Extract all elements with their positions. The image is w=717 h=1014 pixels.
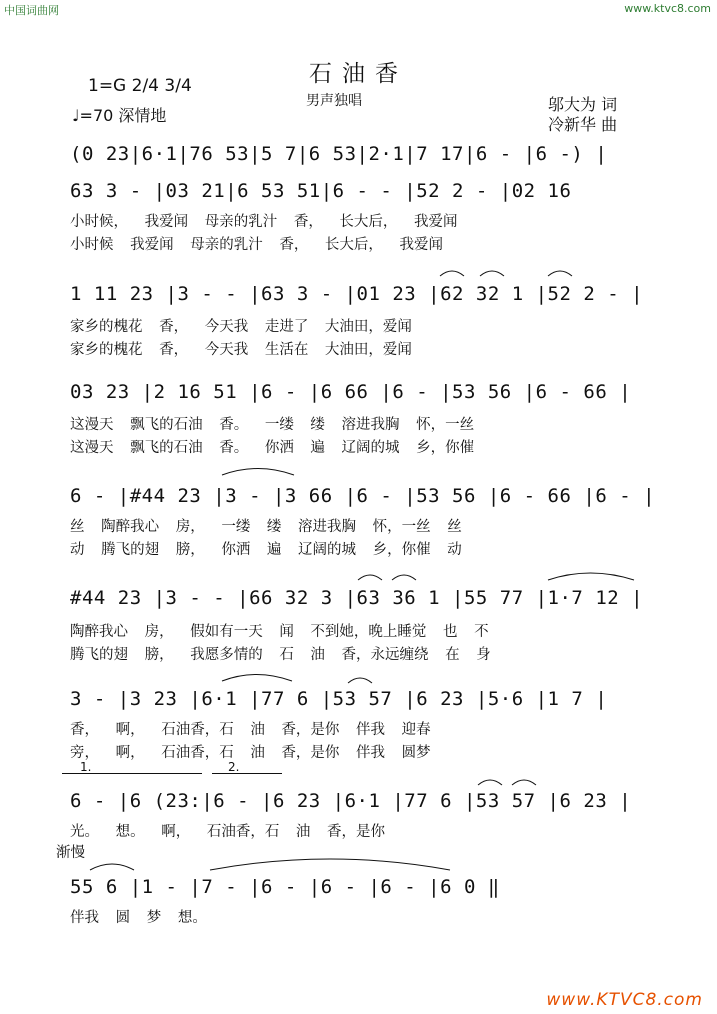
notation-line-6: #44 23 |3 - - |66 32 3 |63 36 1 |55 77 |1·7 12 | xyxy=(70,587,644,609)
lyric-line-9a: 伴我 圆 梦 想。 xyxy=(70,910,207,926)
notation-line-7: 3 - |3 23 |6·1 |77 6 |53 57 |6 23 |5·6 |1 7 | xyxy=(70,688,608,710)
slur xyxy=(348,678,372,683)
lyric-line-4a: 这漫天 飘飞的石油 香。 一缕 缕 溶进我胸 怀，一丝 xyxy=(70,417,475,433)
slur xyxy=(548,573,634,580)
slur xyxy=(512,780,536,785)
slur xyxy=(358,575,382,580)
volta-label-1: 1. xyxy=(80,760,92,774)
notation-line-3: 1 11 23 |3 - - |63 3 - |01 23 |62 32 1 |52 2 - | xyxy=(70,283,644,305)
lyric-line-2a: 小时候， 我爱闻 母亲的乳汁 香， 长大后， 我爱闻 xyxy=(70,214,458,230)
slur xyxy=(480,271,504,276)
composer-credit: 冷新华 曲 xyxy=(548,115,618,134)
lyric-line-8a: 光。 想。 啊， 石油香，石 油 香，是你 xyxy=(70,824,386,840)
site-logo-text[interactable]: 中国词曲网 xyxy=(4,4,59,17)
slur xyxy=(440,271,464,276)
notation-line-8: 6 - |6 (23:|6 - |6 23 |6·1 |77 6 |53 57 |6 23 | xyxy=(70,790,632,812)
lyric-line-3a: 家乡的槐花 香， 今天我 走进了 大油田，爱闻 xyxy=(70,319,412,335)
notation-line-9: 55 6 |1 - |7 - |6 - |6 - |6 - |6 0 ‖ xyxy=(70,876,500,898)
lyric-line-7b: 旁， 啊， 石油香，石 油 香，是你 伴我 圆梦 xyxy=(70,745,431,761)
lyricist-credit: 邬大为 词 xyxy=(548,95,618,114)
notation-line-4: 03 23 |2 16 51 |6 - |6 66 |6 - |53 56 |6 - 66 | xyxy=(70,381,632,403)
slur xyxy=(210,859,450,870)
song-title: 石油香 xyxy=(309,61,408,87)
tempo-marking: ♩=70 深情地 xyxy=(72,106,167,125)
lyric-line-7a: 香， 啊， 石油香，石 油 香，是你 伴我 迎春 xyxy=(70,722,431,738)
lyric-line-6b: 腾飞的翅 膀， 我愿多情的 石 油 香，永远缠绕 在 身 xyxy=(70,647,491,663)
slur xyxy=(222,469,294,476)
tempo-direction-rit: 渐慢 xyxy=(56,845,85,861)
notation-line-1: (0 23|6·1|76 53|5 7|6 53|2·1|7 17|6 - |6 -) | xyxy=(70,143,608,165)
slur xyxy=(392,575,416,580)
song-subtitle: 男声独唱 xyxy=(306,93,362,109)
site-url-top[interactable]: www.ktvc8.com xyxy=(624,2,711,15)
site-url-footer[interactable]: www.KTVC8.com xyxy=(546,990,703,1010)
slur xyxy=(478,780,502,785)
lyric-line-5a: 丝 陶醉我心 房， 一缕 缕 溶进我胸 怀，一丝 丝 xyxy=(70,519,462,535)
lyric-line-3b: 家乡的槐花 香， 今天我 生活在 大油田，爱闻 xyxy=(70,342,412,358)
slur xyxy=(548,271,572,276)
lyric-line-2b: 小时候 我爱闻 母亲的乳汁 香， 长大后， 我爱闻 xyxy=(70,237,444,253)
slur xyxy=(90,864,134,870)
lyric-line-4b: 这漫天 飘飞的石油 香。 你洒 遍 辽阔的城 乡，你催 xyxy=(70,440,475,456)
notation-line-2: 63 3 - |03 21|6 53 51|6 - - |52 2 - |02 16 xyxy=(70,180,572,202)
slur xyxy=(222,675,292,682)
volta-label-2: 2. xyxy=(228,760,240,774)
lyric-line-5b: 动 腾飞的翅 膀， 你洒 遍 辽阔的城 乡，你催 动 xyxy=(70,542,462,558)
key-signature: 1=G 2/4 3/4 xyxy=(88,76,192,96)
notation-line-5: 6 - |#44 23 |3 - |3 66 |6 - |53 56 |6 - 66 |6 - | xyxy=(70,485,656,507)
lyric-line-6a: 陶醉我心 房， 假如有一天 闻 不到她，晚上睡觉 也 不 xyxy=(70,624,489,640)
